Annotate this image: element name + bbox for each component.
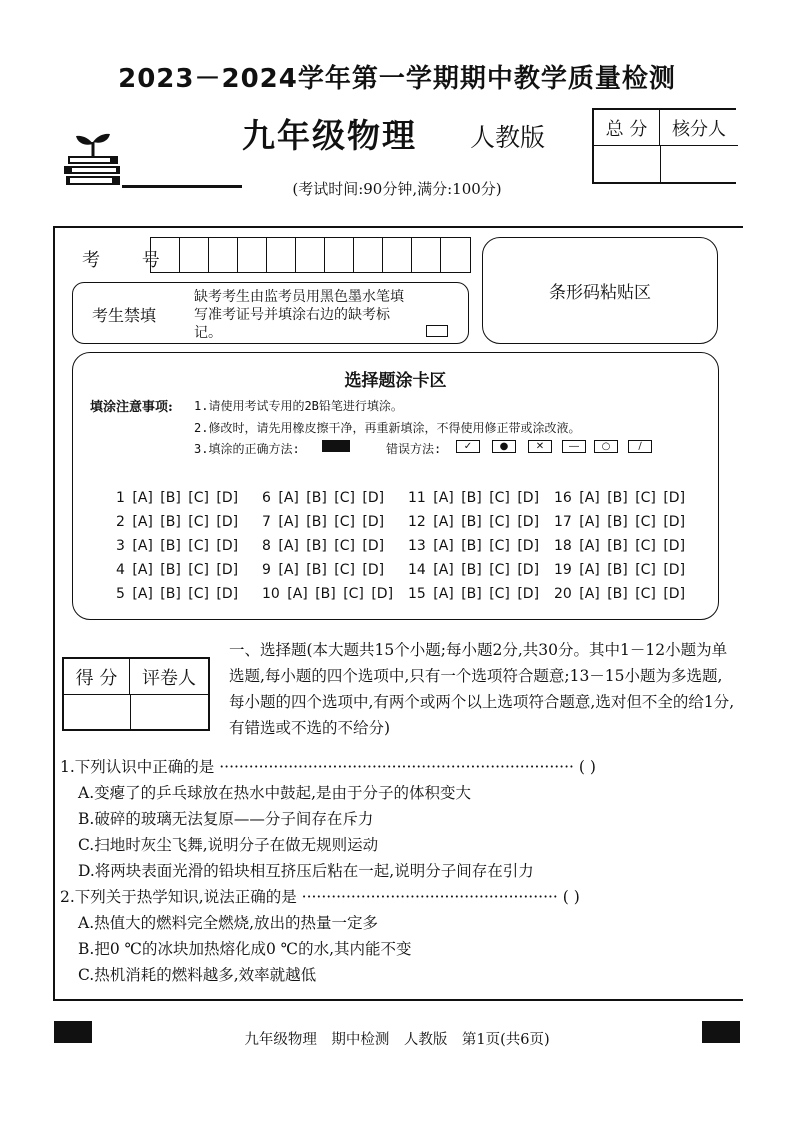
question-1-option-b: B.破碎的玻璃无法复原——分子间存在斥力 (78, 810, 374, 828)
mc-answer-item[interactable]: 14 [A] [B] [C] [D] (408, 562, 540, 578)
mc-answer-item[interactable]: 17 [A] [B] [C] [D] (554, 514, 686, 530)
question-1-option-a: A.变瘪了的乒乓球放在热水中鼓起,是由于分子的体积变大 (78, 784, 472, 802)
wrong-method-label: 错误方法: (386, 442, 442, 456)
wrong-line-icon: ― (562, 440, 586, 453)
exam-number-label: 考 号 (82, 250, 178, 271)
total-score-label: 总 分 (594, 110, 660, 146)
grader-box (62, 657, 210, 731)
fill-note-3: 3.填涂的正确方法: (194, 442, 300, 456)
correct-fill-example (322, 440, 350, 452)
wrong-cross-icon: ✕ (528, 440, 552, 453)
wrong-dot-icon: ● (492, 440, 516, 453)
page-footer: 九年级物理 期中检测 人教版 第1页(共6页) (244, 1032, 550, 1048)
mc-answer-item[interactable]: 20 [A] [B] [C] [D] (554, 586, 686, 602)
question-2-stem: 2.下列关于热学知识,说法正确的是 ···················································· ( ) (60, 888, 580, 906)
mc-answer-item[interactable]: 13 [A] [B] [C] [D] (408, 538, 540, 554)
mc-answer-item[interactable]: 8 [A] [B] [C] [D] (262, 538, 385, 554)
question-2-option-b: B.把0 ℃的冰块加热熔化成0 ℃的水,其内能不变 (78, 940, 412, 958)
mc-answer-item[interactable]: 18 [A] [B] [C] [D] (554, 538, 686, 554)
mc-answer-item[interactable]: 1 [A] [B] [C] [D] (116, 490, 239, 506)
mc-answer-item[interactable]: 19 [A] [B] [C] [D] (554, 562, 686, 578)
mc-card-area (72, 352, 719, 620)
question-1-option-d: D.将两块表面光滑的铅块相互挤压后粘在一起,说明分子间存在引力 (78, 862, 534, 880)
mc-answer-item[interactable]: 12 [A] [B] [C] [D] (408, 514, 540, 530)
edition-label: 人教版 (470, 123, 546, 152)
mc-card-title: 选择题涂卡区 (344, 371, 447, 391)
absent-instructions: 缺考考生由监考员用黑色墨水笔填写准考证号并填涂右边的缺考标记。 (194, 289, 404, 341)
mc-answer-item[interactable]: 16 [A] [B] [C] [D] (554, 490, 686, 506)
mc-answer-item[interactable]: 7 [A] [B] [C] [D] (262, 514, 385, 530)
reviewer-label: 评卷人 (130, 659, 208, 695)
mc-answer-item[interactable]: 6 [A] [B] [C] [D] (262, 490, 385, 506)
fill-notes-label: 填涂注意事项: (90, 400, 173, 415)
mc-answer-item[interactable]: 2 [A] [B] [C] [D] (116, 514, 239, 530)
wrong-circle-icon: ○ (594, 440, 618, 453)
exam-number-grid[interactable] (150, 237, 471, 273)
question-2-option-a: A.热值大的燃料完全燃烧,放出的热量一定多 (78, 914, 379, 932)
subject-title: 九年级物理 (242, 116, 417, 155)
mc-answer-item[interactable]: 15 [A] [B] [C] [D] (408, 586, 540, 602)
question-1-stem: 1.下列认识中正确的是 ········································································ ( ) (60, 758, 596, 776)
absent-label: 考生禁填 (92, 306, 157, 325)
absent-mark-box[interactable] (426, 325, 448, 337)
mc-answer-item[interactable]: 10 [A] [B] [C] [D] (262, 586, 394, 602)
exam-info: (考试时间:90分钟,满分:100分) (292, 180, 502, 198)
mc-answer-item[interactable]: 3 [A] [B] [C] [D] (116, 538, 239, 554)
mc-answer-item[interactable]: 5 [A] [B] [C] [D] (116, 586, 239, 602)
score-checker-label: 核分人 (660, 110, 738, 146)
fill-note-2: 2.修改时，请先用橡皮擦干净，再重新填涂，不得使用修正带或涂改液。 (194, 421, 581, 435)
score-label: 得 分 (64, 659, 130, 695)
exam-title: 2023－2024学年第一学期期中教学质量检测 (118, 64, 676, 94)
mc-answer-item[interactable]: 11 [A] [B] [C] [D] (408, 490, 540, 506)
question-1-option-c: C.扫地时灰尘飞舞,说明分子在做无规则运动 (78, 836, 379, 854)
question-2-option-c: C.热机消耗的燃料越多,效率就越低 (78, 966, 317, 984)
mc-answer-item[interactable]: 9 [A] [B] [C] [D] (262, 562, 385, 578)
fill-note-1: 1.请使用考试专用的2B铅笔进行填涂。 (194, 399, 403, 413)
barcode-area: 条形码粘贴区 (482, 237, 718, 344)
wrong-slash-icon: ∕ (628, 440, 652, 453)
total-score-box (592, 108, 736, 184)
section-intro: 一、选择题(本大题共15个小题;每小题2分,共30分。其中1－12小题为单选题,每小题的四个选项中,只有一个选项符合题意;13－15小题为多选题,每小题的四个选项中,有两个或两个以上选项符合题意,选对但不全的给1分,有错选或不选的不给分) (229, 641, 735, 737)
wrong-check-icon: ✓ (456, 440, 480, 453)
mc-answer-item[interactable]: 4 [A] [B] [C] [D] (116, 562, 239, 578)
